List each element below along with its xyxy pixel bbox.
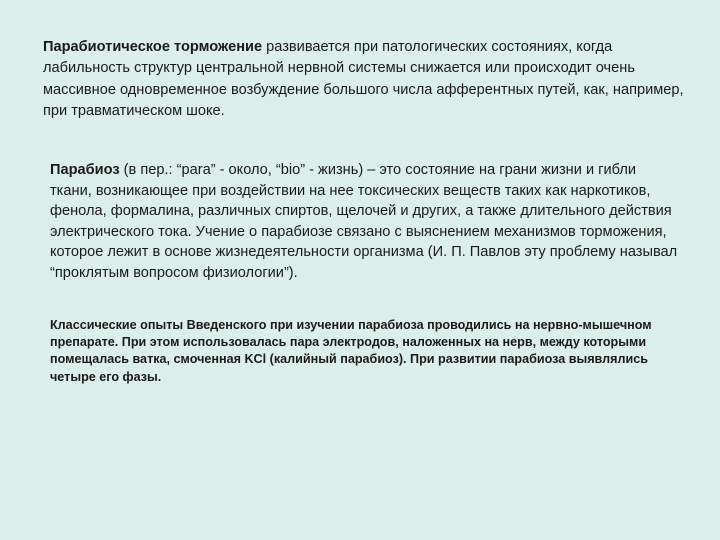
term-parabiotic-inhibition: Парабиотическое торможение	[43, 39, 263, 55]
paragraph-vvedensky-experiments: Классические опыты Введенского при изучении парабиоза проводились на нервно-мышечном препарате. При этом использовалась пара электродов, наложенных на нерв, между которыми помещалась ватка, смоченная KCl (калийный парабиоз). При развитии парабиоза выявлялись четыре его фазы.	[50, 318, 652, 384]
paragraph-parabiosis-definition	[50, 160, 680, 284]
term-parabiosis: Парабиоз	[50, 162, 120, 178]
paragraph-text: (в пер.: “para” - около, “bio” - жизнь) – это состояние на грани жизни и гибли ткани, возникающее при воздействии на нее токсических веществ таких как наркотиков, фенола, формалина, различных спиртов, щелочей и других, а также длительного действия электрического тока. Учение о парабиозе связано с выяснением механизмов торможения, которое лежит в основе жизнедеятельности организма (И. П. Павлов эту проблему называл “проклятым вопросом физиологии”).	[50, 162, 678, 281]
paragraph-text: развивается при патологических состояниях, когда лабильность структур центральной нервной системы снижается или происходит очень массивное одновременное возбуждение большого числа афферентных путей, как, например, при травматическом шоке.	[43, 39, 684, 119]
paragraph-parabiotic-inhibition	[43, 37, 693, 122]
